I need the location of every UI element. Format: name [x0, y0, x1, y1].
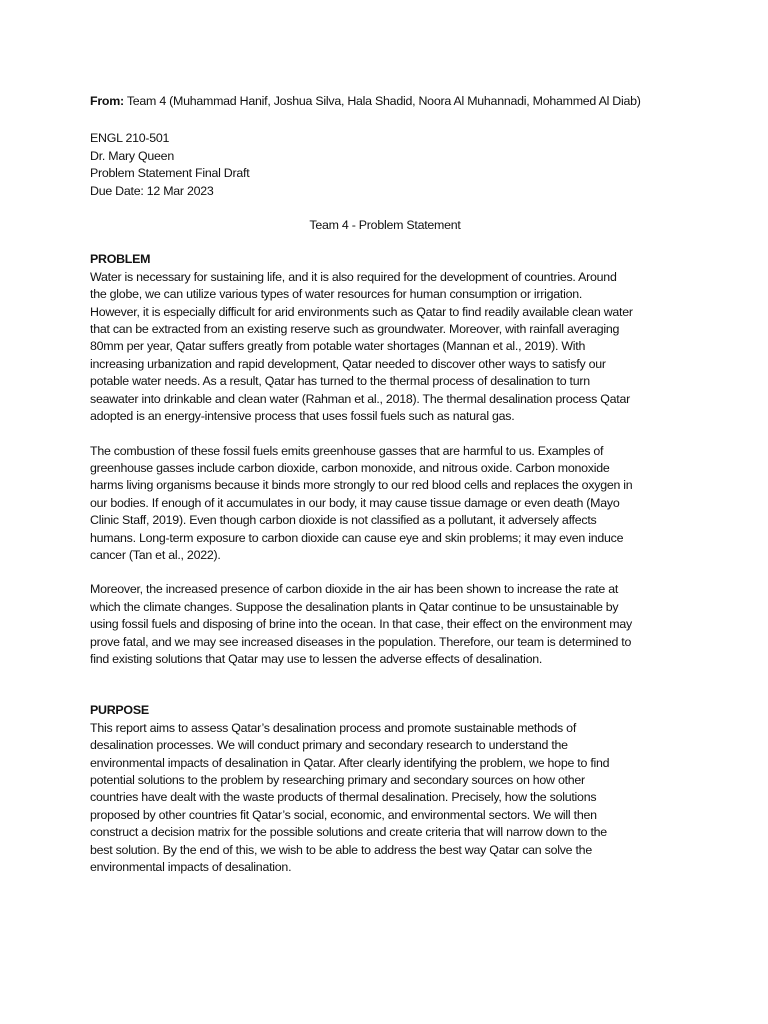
instructor-name: Dr. Mary Queen [90, 148, 174, 163]
text-line: that can be extracted from an existing reserve such as groundwater. Moreover, with rainfall averaging [90, 322, 620, 337]
text-line: seawater into drinkable and clean water (Rahman et al., 2018). The thermal desalination process Qatar [90, 391, 630, 406]
problem-section [90, 251, 680, 668]
text-line: which the climate changes. Suppose the desalination plants in Qatar continue to be unsustainable by [90, 599, 619, 614]
text-line: adopted is an energy-intensive process that uses fossil fuels such as natural gas. [90, 409, 515, 424]
text-line: environmental impacts of desalination in Qatar. After clearly identifying the problem, we hope to find [90, 755, 610, 770]
from-label: From: [90, 94, 124, 108]
text-line: humans. Long-term exposure to carbon dioxide can cause eye and skin problems; it may even induce [90, 530, 624, 545]
problem-heading: PROBLEM [90, 252, 151, 267]
from-line [90, 93, 680, 110]
text-line: Water is necessary for sustaining life, and it is also required for the development of countries. Around [90, 269, 617, 284]
text-line: This report aims to assess Qatar’s desalination process and promote sustainable methods of [90, 720, 577, 735]
problem-paragraph [90, 443, 680, 565]
text-line: Moreover, the increased presence of carbon dioxide in the air has been shown to increase the rate at [90, 582, 619, 597]
text-line: prove fatal, and we may see increased diseases in the population. Therefore, our team is determined to [90, 634, 632, 649]
text-line: using fossil fuels and disposing of brine into the ocean. In that case, their effect on the environment may [90, 617, 632, 632]
text-line: our bodies. If enough of it accumulates in our body, it may cause tissue damage or even death (Mayo [90, 495, 620, 510]
text-line: harms living organisms because it binds more strongly to our red blood cells and replaces the oxygen in [90, 478, 633, 493]
text-line: desalination processes. We will conduct primary and secondary research to understand the [90, 738, 568, 753]
text-line: However, it is especially difficult for arid environments such as Qatar to find readily available clean water [90, 304, 633, 319]
text-line: The combustion of these fossil fuels emits greenhouse gasses that are harmful to us. Examples of [90, 443, 604, 458]
course-code: ENGL 210-501 [90, 131, 170, 146]
text-line: find existing solutions that Qatar may use to lessen the adverse effects of desalination. [90, 651, 543, 666]
text-line: environmental impacts of desalination. [90, 860, 292, 875]
text-line: countries have dealt with the waste products of thermal desalination. Precisely, how the solutions [90, 790, 597, 805]
purpose-section [90, 702, 680, 876]
assignment-name: Problem Statement Final Draft [90, 166, 250, 181]
problem-paragraph [90, 269, 680, 426]
text-line: the globe, we can utilize various types of water resources for human consumption or irrigation. [90, 287, 583, 302]
due-date: Due Date: 12 Mar 2023 [90, 183, 214, 198]
text-line: increasing urbanization and rapid development, Qatar needed to discover other ways to satisfy our [90, 356, 606, 371]
text-line: cancer (Tan et al., 2022). [90, 547, 221, 562]
text-line: potential solutions to the problem by researching primary and secondary sources on how other [90, 773, 585, 787]
text-line: proposed by other countries fit Qatar’s social, economic, and environmental sectors. We will then [90, 807, 597, 822]
purpose-heading: PURPOSE [90, 703, 149, 718]
text-line: construct a decision matrix for the possible solutions and create criteria that will narrow down to the [90, 825, 607, 840]
text-line: Clinic Staff, 2019). Even though carbon dioxide is not classified as a pollutant, it adversely affects [90, 513, 597, 528]
text-line: 80mm per year, Qatar suffers greatly from potable water shortages (Mannan et al., 2019). With [90, 339, 586, 354]
course-info [90, 130, 680, 200]
document-title: Team 4 - Problem Statement [309, 218, 461, 233]
purpose-paragraph [90, 720, 680, 877]
problem-paragraph [90, 581, 680, 668]
text-line: potable water needs. As a result, Qatar has turned to the thermal process of desalination to turn [90, 374, 590, 389]
text-line: best solution. By the end of this, we wish to be able to address the best way Qatar can solve the [90, 842, 592, 857]
text-line: greenhouse gasses include carbon dioxide, carbon monoxide, and nitrous oxide. Carbon monoxide [90, 460, 610, 475]
document-page [90, 93, 680, 876]
from-value: Team 4 (Muhammad Hanif, Joshua Silva, Hala Shadid, Noora Al Muhannadi, Mohammed Al Diab) [126, 94, 641, 108]
